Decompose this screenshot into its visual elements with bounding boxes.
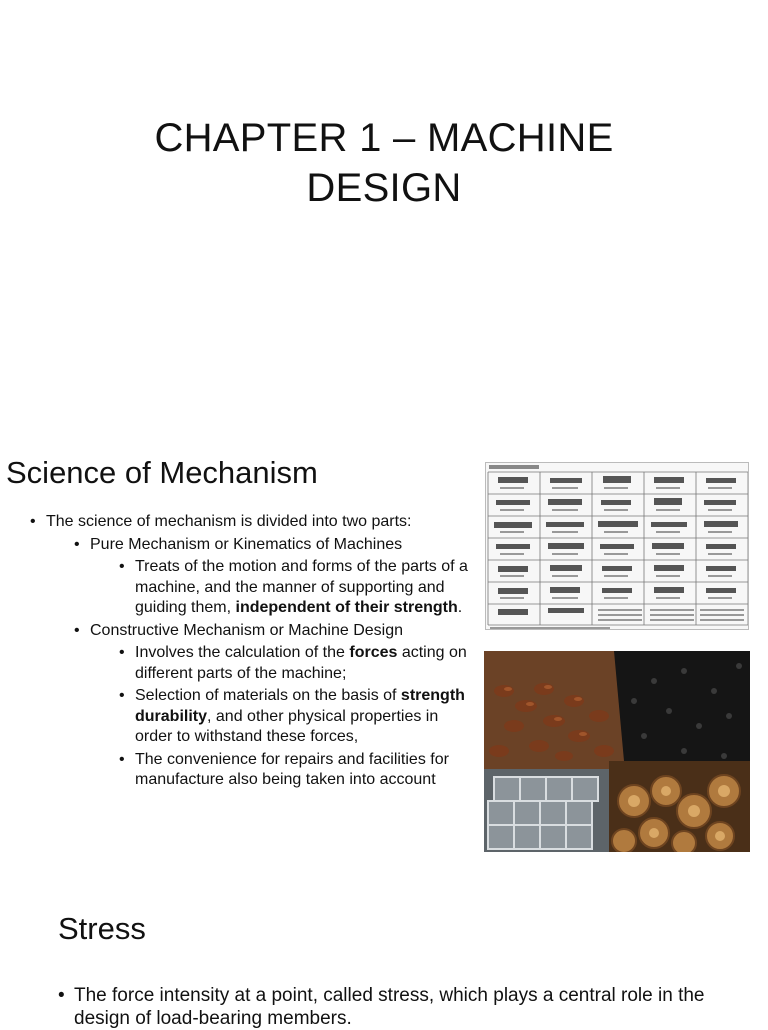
text-run: , and other physical properties in order to withstand these forces, xyxy=(135,707,439,745)
materials-collage-photo xyxy=(484,651,750,852)
text-run: Involves the calculation of the xyxy=(135,644,350,661)
stress-bullet-list xyxy=(58,984,718,1030)
text-run: The convenience for repairs and facilities for manufacture also being taken into account xyxy=(135,750,449,788)
page-title xyxy=(0,113,768,213)
text-run: Selection of materials on the basis of xyxy=(135,687,401,704)
list-item: • The force intensity at a point, called stress, which plays a central role in the design of load-bearing members. xyxy=(58,984,718,1030)
intro-text: The science of mechanism is divided into two parts: xyxy=(46,513,412,530)
title-line-2: DESIGN xyxy=(306,166,462,210)
list-item xyxy=(74,535,475,619)
joint-stress-table-figure xyxy=(485,462,749,630)
constructive-mechanism-label: Constructive Mechanism or Machine Design xyxy=(90,621,404,639)
list-item xyxy=(119,557,475,619)
list-item xyxy=(119,686,475,748)
table-drawing xyxy=(486,463,749,630)
bold-text-run: independent of their strength xyxy=(235,599,458,616)
pure-mechanism-label: Pure Mechanism or Kinematics of Machines xyxy=(90,535,403,553)
list-item xyxy=(119,643,475,684)
list-item xyxy=(74,621,475,791)
bold-text-run: forces xyxy=(349,644,398,661)
science-bullet-list xyxy=(30,512,475,791)
text-run: . xyxy=(457,599,463,616)
title-line-1: CHAPTER 1 – MACHINE xyxy=(154,116,614,160)
text-run: Treats of the motion and forms of the parts of a machine, and the manner of supporting and guiding them, xyxy=(135,558,468,616)
list-item xyxy=(30,512,475,791)
bold-text-run: strength durability xyxy=(135,687,465,725)
text-run: acting on different parts of the machine; xyxy=(135,644,467,682)
list-item xyxy=(119,750,475,791)
collage-drawing xyxy=(484,651,750,852)
section-heading-science: Science of Mechanism xyxy=(6,455,318,490)
section-heading-stress: Stress xyxy=(58,911,146,946)
